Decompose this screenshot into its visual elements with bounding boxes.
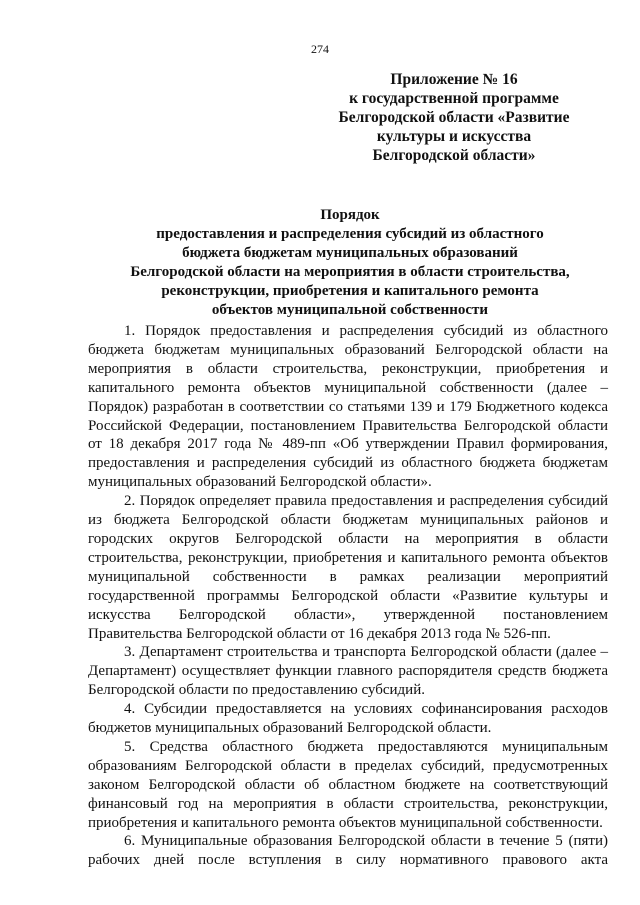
appendix-header: [304, 70, 604, 165]
document-body: [88, 322, 608, 870]
document-title: [60, 206, 640, 320]
paragraph-1: 1. Порядок предоставления и распределения субсидий из областного бюджета бюджетам муниципальных образований Белгородской области на мероприятия в области строительства, реконструкции, приобретения и капитального ремонта объектов муниципальной собственности (далее – Порядок) разработан в соответствии со статьями 139 и 179 Бюджетного кодекса Российской Федерации, постановлением Правительства Белгородской области от 18 декабря 2017 года № 489-пп «Об утверждении Правил формирования, предоставления и распределения субсидий из областного бюджета бюджетам муниципальных образований Белгородской области».: [88, 323, 608, 491]
appendix-line: Белгородской области»: [372, 147, 536, 164]
appendix-line: Белгородской области «Развитие: [338, 109, 570, 126]
title-line: реконструкции, приобретения и капитального ремонта: [161, 283, 539, 299]
page-number: 274: [311, 42, 329, 56]
paragraph-2: 2. Порядок определяет правила предоставления и распределения субсидий из бюджета Белгородской области бюджетам муниципальных районов и городских округов Белгородской области на мероприятия в области строительства, реконструкции, приобретения и капитального ремонта объектов муниципальной собственности в рамках реализации мероприятий государственной программы Белгородской области «Развитие культуры и искусства Белгородской области», утвержденной постановлением Правительства Белгородской области от 16 декабря 2013 года № 526-пп.: [88, 493, 608, 642]
appendix-line: культуры и искусства: [376, 128, 532, 145]
title-line: Белгородской области на мероприятия в области строительства,: [130, 264, 570, 280]
title-line: объектов муниципальной собственности: [211, 302, 489, 318]
paragraph-4: 4. Субсидии предоставляется на условиях софинансирования расходов бюджетов муниципальных образований Белгородской области.: [88, 701, 608, 737]
appendix-line: к государственной программе: [349, 90, 559, 107]
title-line: предоставления и распределения субсидий из областного: [156, 226, 544, 242]
title-line: бюджета бюджетам муниципальных образований: [182, 245, 518, 261]
paragraph-6: 6. Муниципальные образования Белгородской области в течение 5 (пяти) рабочих дней после вступления в силу нормативного правового акта: [88, 833, 608, 869]
appendix-line: Приложение № 16: [390, 71, 518, 88]
title-line: Порядок: [320, 207, 380, 223]
paragraph-5: 5. Средства областного бюджета предоставляются муниципальным образованиям Белгородской области в пределах субсидий, предусмотренных законом Белгородской области об областном бюджете на соответствующий финансовый год на мероприятия в области строительства, реконструкции, приобретения и капитального ремонта объектов муниципальной собственности.: [88, 738, 608, 831]
paragraph-3: 3. Департамент строительства и транспорта Белгородской области (далее – Департамент) осуществляет функции главного распорядителя средств бюджета Белгородской области по предоставлению субсидий.: [88, 644, 608, 699]
